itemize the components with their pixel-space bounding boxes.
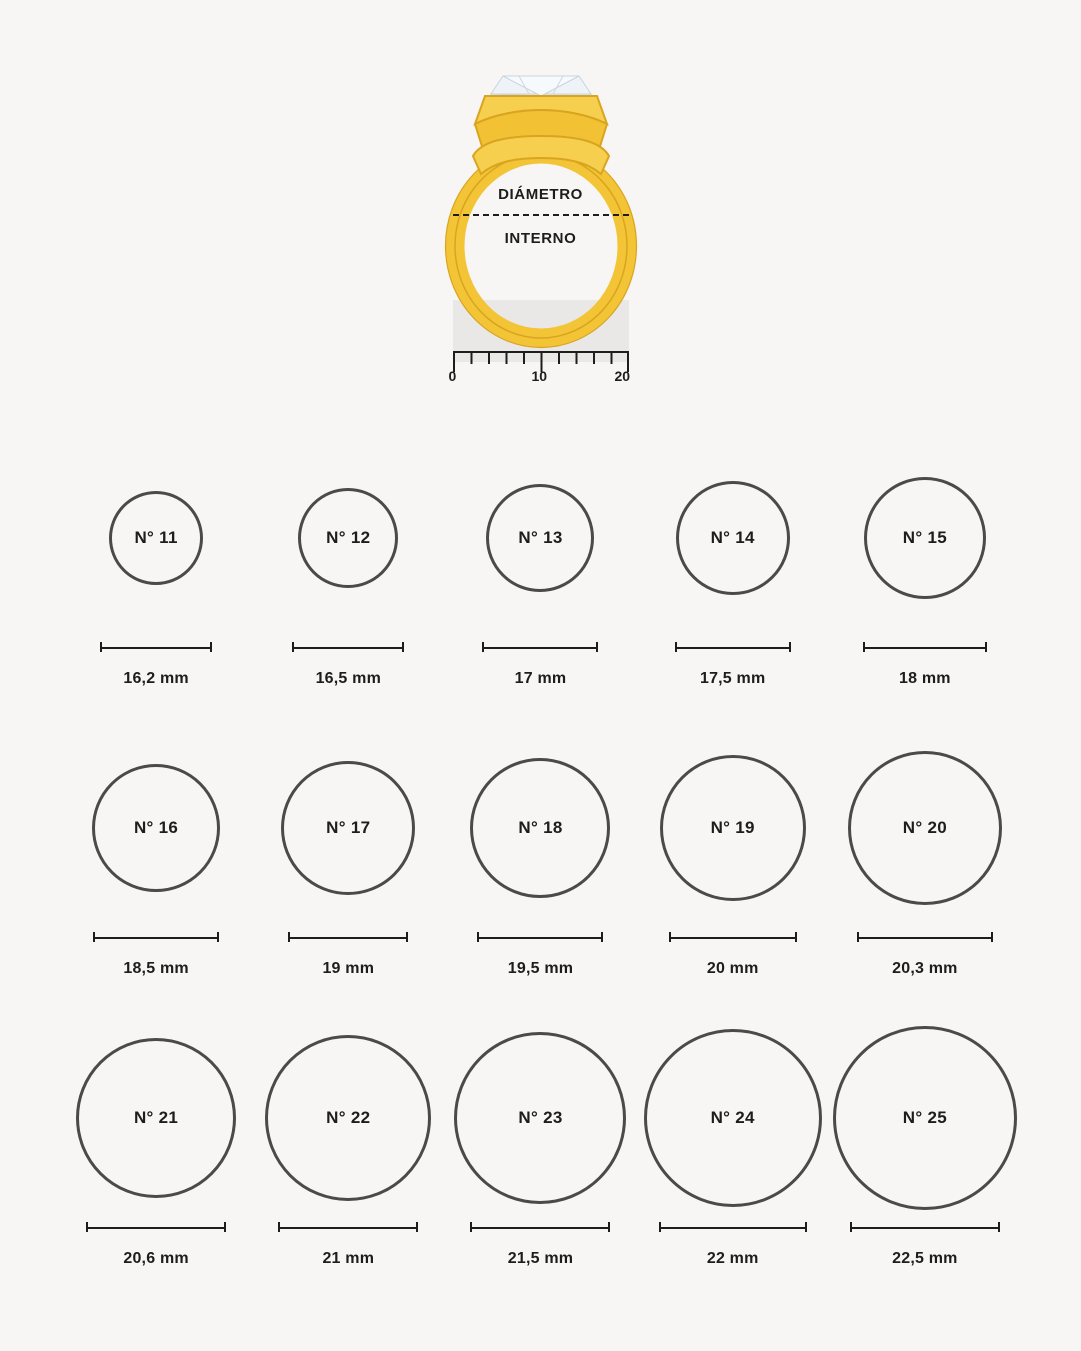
measurement-bar-wrap bbox=[444, 1220, 636, 1234]
ring-circle bbox=[470, 758, 610, 898]
ring-size-number: N° 20 bbox=[902, 818, 947, 837]
label-interno: INTERNO bbox=[504, 230, 577, 247]
ring-circle-area bbox=[829, 440, 1021, 636]
measurement-bar bbox=[850, 1222, 1000, 1232]
ring-circle-area bbox=[252, 730, 444, 926]
ring-diameter-mm: 20,6 mm bbox=[123, 1250, 189, 1267]
ring-size-cell[interactable] bbox=[60, 1020, 252, 1310]
measurement-bar bbox=[863, 642, 987, 652]
ring-size-number: N° 22 bbox=[326, 1108, 371, 1127]
ring-circle-area bbox=[829, 1020, 1021, 1216]
measurement-bar bbox=[278, 1222, 418, 1232]
measurement-endcap bbox=[224, 1222, 226, 1232]
measurement-endcap bbox=[601, 932, 603, 942]
measurement-endcap bbox=[608, 1222, 610, 1232]
ring-circle-area bbox=[252, 1020, 444, 1216]
ring-diameter-mm: 19,5 mm bbox=[507, 960, 574, 977]
measurement-bar-wrap bbox=[252, 1220, 444, 1234]
ring-size-number: N° 24 bbox=[710, 1108, 755, 1127]
ring-size-cell[interactable] bbox=[60, 730, 252, 1020]
ring-circle-area bbox=[444, 730, 636, 926]
ring-size-number: N° 21 bbox=[133, 1108, 179, 1127]
ring-diameter-mm: 16,2 mm bbox=[123, 670, 189, 687]
ring-circle-area bbox=[60, 440, 252, 636]
measurement-endcap bbox=[789, 642, 791, 652]
ring-circle-area bbox=[637, 730, 829, 926]
measurement-bar-wrap bbox=[829, 1220, 1021, 1234]
ring-circle-area bbox=[444, 440, 636, 636]
ring-circle-area bbox=[637, 1020, 829, 1216]
ring-size-number: N° 14 bbox=[710, 528, 755, 547]
ruler-tick-0: 0 bbox=[448, 368, 457, 384]
measurement-endcap bbox=[596, 642, 598, 652]
ring-circle-area bbox=[60, 1020, 252, 1216]
ring-size-number: N° 12 bbox=[326, 528, 371, 547]
measurement-bar bbox=[857, 932, 993, 942]
ring-circle bbox=[676, 481, 790, 595]
ring-diameter-mm: 17 mm bbox=[514, 670, 567, 687]
measurement-endcap bbox=[402, 642, 404, 652]
ring-diameter-mm: 20,3 mm bbox=[892, 960, 958, 977]
ring-size-number: N° 17 bbox=[326, 818, 371, 837]
ring-circle bbox=[298, 488, 398, 588]
measurement-endcap bbox=[217, 932, 219, 942]
ring-size-number: N° 11 bbox=[134, 528, 178, 547]
ring-size-cell[interactable] bbox=[252, 730, 444, 1020]
ring-diameter-mm: 18,5 mm bbox=[123, 960, 189, 977]
ring-circle bbox=[848, 751, 1002, 905]
ring-size-cell[interactable] bbox=[444, 440, 636, 730]
ring-size-cell[interactable] bbox=[444, 1020, 636, 1310]
measurement-bar bbox=[659, 1222, 807, 1232]
ring-diagram-hero bbox=[0, 0, 1081, 430]
ring-size-cell[interactable] bbox=[252, 1020, 444, 1310]
ring-size-cell[interactable] bbox=[637, 1020, 829, 1310]
measurement-bar bbox=[470, 1222, 610, 1232]
measurement-bar-wrap bbox=[252, 640, 444, 654]
ring-svg bbox=[411, 38, 671, 388]
measurement-bar-wrap bbox=[60, 930, 252, 944]
ring-circle bbox=[109, 491, 203, 585]
ring-illustration bbox=[411, 38, 671, 388]
ring-diameter-mm: 19 mm bbox=[322, 960, 375, 977]
measurement-endcap bbox=[998, 1222, 1000, 1232]
ring-size-number: N° 16 bbox=[133, 818, 179, 837]
ring-circle bbox=[486, 484, 594, 592]
measurement-endcap bbox=[991, 932, 993, 942]
measurement-bar bbox=[100, 642, 212, 652]
ring-diameter-mm: 22 mm bbox=[706, 1250, 759, 1267]
ring-diameter-mm: 18 mm bbox=[899, 670, 951, 687]
ring-diameter-mm: 20 mm bbox=[706, 960, 759, 977]
measurement-bar-wrap bbox=[829, 640, 1021, 654]
ring-size-grid bbox=[0, 440, 1081, 1310]
label-diametro: DIÁMETRO bbox=[498, 186, 583, 203]
ring-circle bbox=[265, 1035, 431, 1201]
measurement-endcap bbox=[406, 932, 408, 942]
ring-circle bbox=[76, 1038, 236, 1198]
ring-size-cell[interactable] bbox=[252, 440, 444, 730]
measurement-bar-wrap bbox=[637, 1220, 829, 1234]
measurement-bar bbox=[86, 1222, 226, 1232]
measurement-bar-wrap bbox=[637, 930, 829, 944]
ring-diameter-mm: 17,5 mm bbox=[699, 670, 766, 687]
measurement-bar bbox=[482, 642, 598, 652]
measurement-bar-wrap bbox=[829, 930, 1021, 944]
measurement-bar-wrap bbox=[444, 640, 636, 654]
ring-size-cell[interactable] bbox=[637, 440, 829, 730]
ring-gold-band bbox=[445, 96, 636, 348]
measurement-endcap bbox=[805, 1222, 807, 1232]
ring-size-cell[interactable] bbox=[444, 730, 636, 1020]
ring-circle-area bbox=[444, 1020, 636, 1216]
ring-size-number: N° 25 bbox=[902, 1108, 947, 1127]
ring-size-cell[interactable] bbox=[60, 440, 252, 730]
measurement-bar bbox=[93, 932, 219, 942]
ring-circle bbox=[281, 761, 415, 895]
ring-size-cell[interactable] bbox=[637, 730, 829, 1020]
ring-circle bbox=[454, 1032, 626, 1204]
measurement-bar-wrap bbox=[637, 640, 829, 654]
ring-diameter-mm: 22,5 mm bbox=[892, 1250, 958, 1267]
measurement-bar bbox=[292, 642, 404, 652]
ring-circle-area bbox=[60, 730, 252, 926]
ring-size-number: N° 15 bbox=[902, 528, 947, 547]
ring-circle-area bbox=[829, 730, 1021, 926]
ring-size-number: N° 13 bbox=[518, 528, 563, 547]
ring-diameter-mm: 21 mm bbox=[322, 1250, 375, 1267]
measurement-bar-wrap bbox=[60, 640, 252, 654]
ring-circle bbox=[92, 764, 220, 892]
ring-size-cell[interactable] bbox=[829, 440, 1021, 730]
measurement-bar bbox=[288, 932, 408, 942]
ruler-tick-20: 20 bbox=[614, 368, 631, 384]
ring-size-number: N° 23 bbox=[518, 1108, 563, 1127]
measurement-bar bbox=[477, 932, 603, 942]
ring-size-cell[interactable] bbox=[829, 730, 1021, 1020]
measurement-bar-wrap bbox=[444, 930, 636, 944]
ring-circle bbox=[864, 477, 986, 599]
measurement-endcap bbox=[416, 1222, 418, 1232]
measurement-endcap bbox=[795, 932, 797, 942]
measurement-endcap bbox=[985, 642, 987, 652]
measurement-bar-wrap bbox=[60, 1220, 252, 1234]
ring-circle bbox=[660, 755, 806, 901]
measurement-bar bbox=[675, 642, 791, 652]
ring-circle-area bbox=[252, 440, 444, 636]
ring-diameter-mm: 16,5 mm bbox=[315, 670, 382, 687]
measurement-endcap bbox=[210, 642, 212, 652]
ring-circle bbox=[644, 1029, 822, 1207]
inner-diameter-dashed-line bbox=[453, 214, 629, 216]
ruler-tick-10: 10 bbox=[531, 368, 548, 384]
ring-size-number: N° 19 bbox=[710, 818, 755, 837]
ruler-numbers bbox=[441, 368, 641, 390]
measurement-bar bbox=[669, 932, 797, 942]
ring-size-cell[interactable] bbox=[829, 1020, 1021, 1310]
ring-diameter-mm: 21,5 mm bbox=[507, 1250, 574, 1267]
ring-size-number: N° 18 bbox=[518, 818, 563, 837]
ring-circle bbox=[833, 1026, 1017, 1210]
ring-circle-area bbox=[637, 440, 829, 636]
measurement-bar-wrap bbox=[252, 930, 444, 944]
